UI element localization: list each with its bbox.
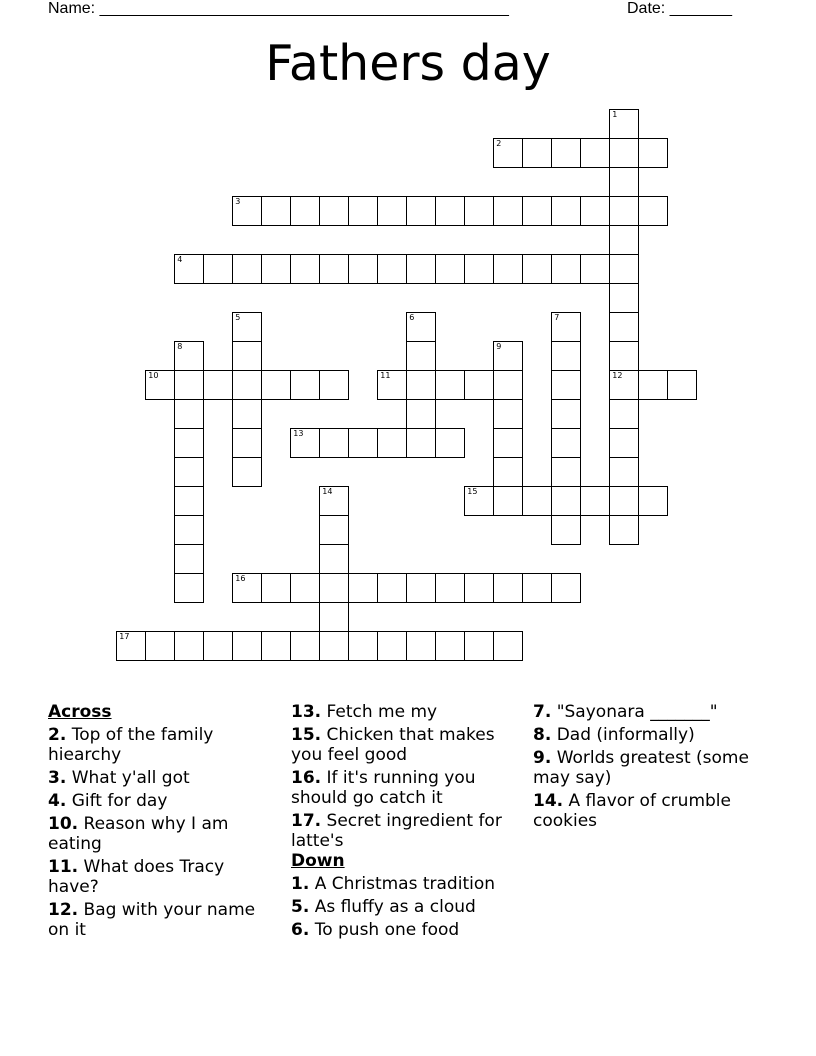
grid-cell[interactable] [551,399,581,429]
grid-cell[interactable] [493,486,523,516]
grid-cell[interactable] [232,312,262,342]
page-title: Fathers day [265,35,551,92]
grid-cell[interactable] [290,370,320,400]
grid-cell[interactable] [319,602,349,632]
clue-across-3: 3. What y'all got [48,768,190,788]
grid-cell[interactable] [580,196,610,226]
clue-number: 2 [496,139,502,149]
grid-cell[interactable] [522,573,552,603]
grid-cell[interactable] [435,254,465,284]
grid-cell[interactable] [609,341,639,371]
grid-cell[interactable] [174,428,204,458]
grid-cell[interactable] [261,573,291,603]
grid-cell[interactable] [464,573,494,603]
grid-cell[interactable] [174,457,204,487]
clue-number: 15 [467,487,478,497]
grid-cell[interactable] [232,370,262,400]
clue-across-4: 4. Gift for day [48,791,168,811]
clue-number: 7 [554,313,560,323]
grid-cell[interactable] [290,428,320,458]
grid-cell[interactable] [174,370,204,400]
grid-cell[interactable] [609,515,639,545]
grid-cell[interactable] [319,370,349,400]
grid-cell[interactable] [609,457,639,487]
grid-cell[interactable] [319,544,349,574]
grid-cell[interactable] [290,196,320,226]
clue-number: 10 [148,371,159,381]
clue-number: 8 [177,342,183,352]
grid-cell[interactable] [319,486,349,516]
grid-cell[interactable] [435,631,465,661]
grid-cell[interactable] [522,138,552,168]
grid-cell[interactable] [435,428,465,458]
grid-cell[interactable] [348,196,378,226]
clue-down-14: 14. A flavor of crumble cookies [533,791,731,831]
grid-cell[interactable] [290,254,320,284]
grid-cell[interactable] [377,573,407,603]
grid-cell[interactable] [493,399,523,429]
grid-cell[interactable] [348,573,378,603]
grid-cell[interactable] [522,254,552,284]
clue-number: 11 [380,371,391,381]
grid-cell[interactable] [174,399,204,429]
clue-across-12: 12. Bag with your name on it [48,900,256,940]
clue-across-10: 10. Reason why I am eating [48,814,229,854]
grid-cell[interactable] [464,254,494,284]
clue-down-6: 6. To push one food [291,920,460,940]
grid-cell[interactable] [261,631,291,661]
grid-cell[interactable] [609,225,639,255]
grid-cell[interactable] [348,428,378,458]
grid-cell[interactable] [638,486,668,516]
grid-cell[interactable] [609,138,639,168]
grid-cell[interactable] [609,283,639,313]
grid-cell[interactable] [377,196,407,226]
clue-down-5: 5. As fluffy as a cloud [291,897,476,917]
clue-across-11: 11. What does Tracy have? [48,857,225,897]
grid-cell[interactable] [377,370,407,400]
grid-cell[interactable] [638,370,668,400]
clue-down-9: 9. Worlds greatest (some may say) [533,748,749,788]
grid-cell[interactable] [377,631,407,661]
grid-cell[interactable] [493,457,523,487]
grid-cell[interactable] [232,341,262,371]
grid-cell[interactable] [551,370,581,400]
grid-cell[interactable] [551,486,581,516]
grid-cell[interactable] [551,196,581,226]
grid-cell[interactable] [551,573,581,603]
grid-cell[interactable] [551,341,581,371]
grid-cell[interactable] [609,196,639,226]
grid-cell[interactable] [290,573,320,603]
grid-cell[interactable] [638,138,668,168]
grid-cell[interactable] [174,515,204,545]
grid-cell[interactable] [493,138,523,168]
clue-down-1: 1. A Christmas tradition [291,874,496,894]
clue-across-2: 2. Top of the family hiearchy [48,725,214,765]
grid-cell[interactable] [348,254,378,284]
grid-cell[interactable] [232,428,262,458]
clue-number: 4 [177,255,183,265]
grid-cell[interactable] [609,399,639,429]
grid-cell[interactable] [493,428,523,458]
grid-cell[interactable] [609,312,639,342]
grid-cell[interactable] [232,573,262,603]
grid-cell[interactable] [551,254,581,284]
grid-cell[interactable] [232,254,262,284]
clue-number: 6 [409,313,415,323]
grid-cell[interactable] [116,631,146,661]
grid-cell[interactable] [174,631,204,661]
grid-cell[interactable] [551,138,581,168]
grid-cell[interactable] [435,370,465,400]
grid-cell[interactable] [203,370,233,400]
grid-cell[interactable] [232,196,262,226]
grid-cell[interactable] [464,486,494,516]
clues-column-1 [48,702,276,943]
grid-cell[interactable] [522,196,552,226]
across-heading: Across [48,702,112,722]
clue-number: 16 [235,574,246,584]
grid-cell[interactable] [261,196,291,226]
grid-cell[interactable] [174,486,204,516]
grid-cell[interactable] [493,573,523,603]
grid-cell[interactable] [493,341,523,371]
clue-across-17: 17. Secret ingredient for latte's [291,811,502,851]
grid-cell[interactable] [261,370,291,400]
grid-cell[interactable] [580,138,610,168]
grid-cell[interactable] [319,254,349,284]
clue-number: 3 [235,197,241,207]
clue-number: 9 [496,342,502,352]
grid-cell[interactable] [406,312,436,342]
grid-cell[interactable] [406,341,436,371]
clue-number: 1 [612,110,618,120]
grid-cell[interactable] [406,370,436,400]
grid-cell[interactable] [203,631,233,661]
grid-cell[interactable] [319,196,349,226]
grid-cell[interactable] [580,486,610,516]
clue-down-8: 8. Dad (informally) [533,725,695,745]
grid-cell[interactable] [319,631,349,661]
grid-cell[interactable] [609,428,639,458]
grid-cell[interactable] [319,515,349,545]
grid-cell[interactable] [145,370,175,400]
grid-cell[interactable] [261,254,291,284]
grid-cell[interactable] [522,486,552,516]
grid-cell[interactable] [406,573,436,603]
grid-cell[interactable] [551,428,581,458]
grid-cell[interactable] [551,515,581,545]
clue-number: 12 [612,371,623,381]
grid-cell[interactable] [290,631,320,661]
grid-cell[interactable] [464,196,494,226]
clue-number: 14 [322,487,333,497]
clues-column-2 [291,702,523,943]
grid-cell[interactable] [232,399,262,429]
clue-across-16: 16. If it's running you should go catch it [291,768,476,808]
grid-cell[interactable] [609,254,639,284]
name-field[interactable]: Name: ______________________________________________ [48,0,509,17]
grid-cell[interactable] [609,486,639,516]
grid-cell[interactable] [232,631,262,661]
grid-cell[interactable] [174,254,204,284]
grid-cell[interactable] [609,370,639,400]
grid-cell[interactable] [406,399,436,429]
grid-cell[interactable] [348,631,378,661]
clue-number: 17 [119,632,130,642]
grid-cell[interactable] [406,196,436,226]
grid-cell[interactable] [377,254,407,284]
grid-cell[interactable] [464,370,494,400]
grid-cell[interactable] [493,254,523,284]
grid-cell[interactable] [319,428,349,458]
grid-cell[interactable] [464,631,494,661]
grid-cell[interactable] [174,573,204,603]
date-field[interactable]: Date: _______ [627,0,732,17]
grid-cell[interactable] [609,167,639,197]
grid-cell[interactable] [638,196,668,226]
grid-cell[interactable] [232,457,262,487]
grid-cell[interactable] [493,370,523,400]
grid-cell[interactable] [319,573,349,603]
grid-cell[interactable] [406,428,436,458]
grid-cell[interactable] [667,370,697,400]
clue-across-15: 15. Chicken that makes you feel good [291,725,495,765]
grid-cell[interactable] [580,254,610,284]
grid-cell[interactable] [203,254,233,284]
grid-cell[interactable] [551,312,581,342]
grid-cell[interactable] [493,196,523,226]
grid-cell[interactable] [145,631,175,661]
grid-cell[interactable] [609,109,639,139]
down-heading: Down [291,851,345,871]
grid-cell[interactable] [406,631,436,661]
grid-cell[interactable] [174,341,204,371]
grid-cell[interactable] [551,457,581,487]
clues-column-3 [533,702,765,834]
grid-cell[interactable] [406,254,436,284]
clue-number: 13 [293,429,304,439]
grid-cell[interactable] [435,196,465,226]
grid-cell[interactable] [377,428,407,458]
grid-cell[interactable] [435,573,465,603]
grid-cell[interactable] [174,544,204,574]
clue-number: 5 [235,313,241,323]
clue-across-13: 13. Fetch me my [291,702,438,722]
grid-cell[interactable] [493,631,523,661]
clue-down-7: 7. "Sayonara _______" [533,702,718,722]
